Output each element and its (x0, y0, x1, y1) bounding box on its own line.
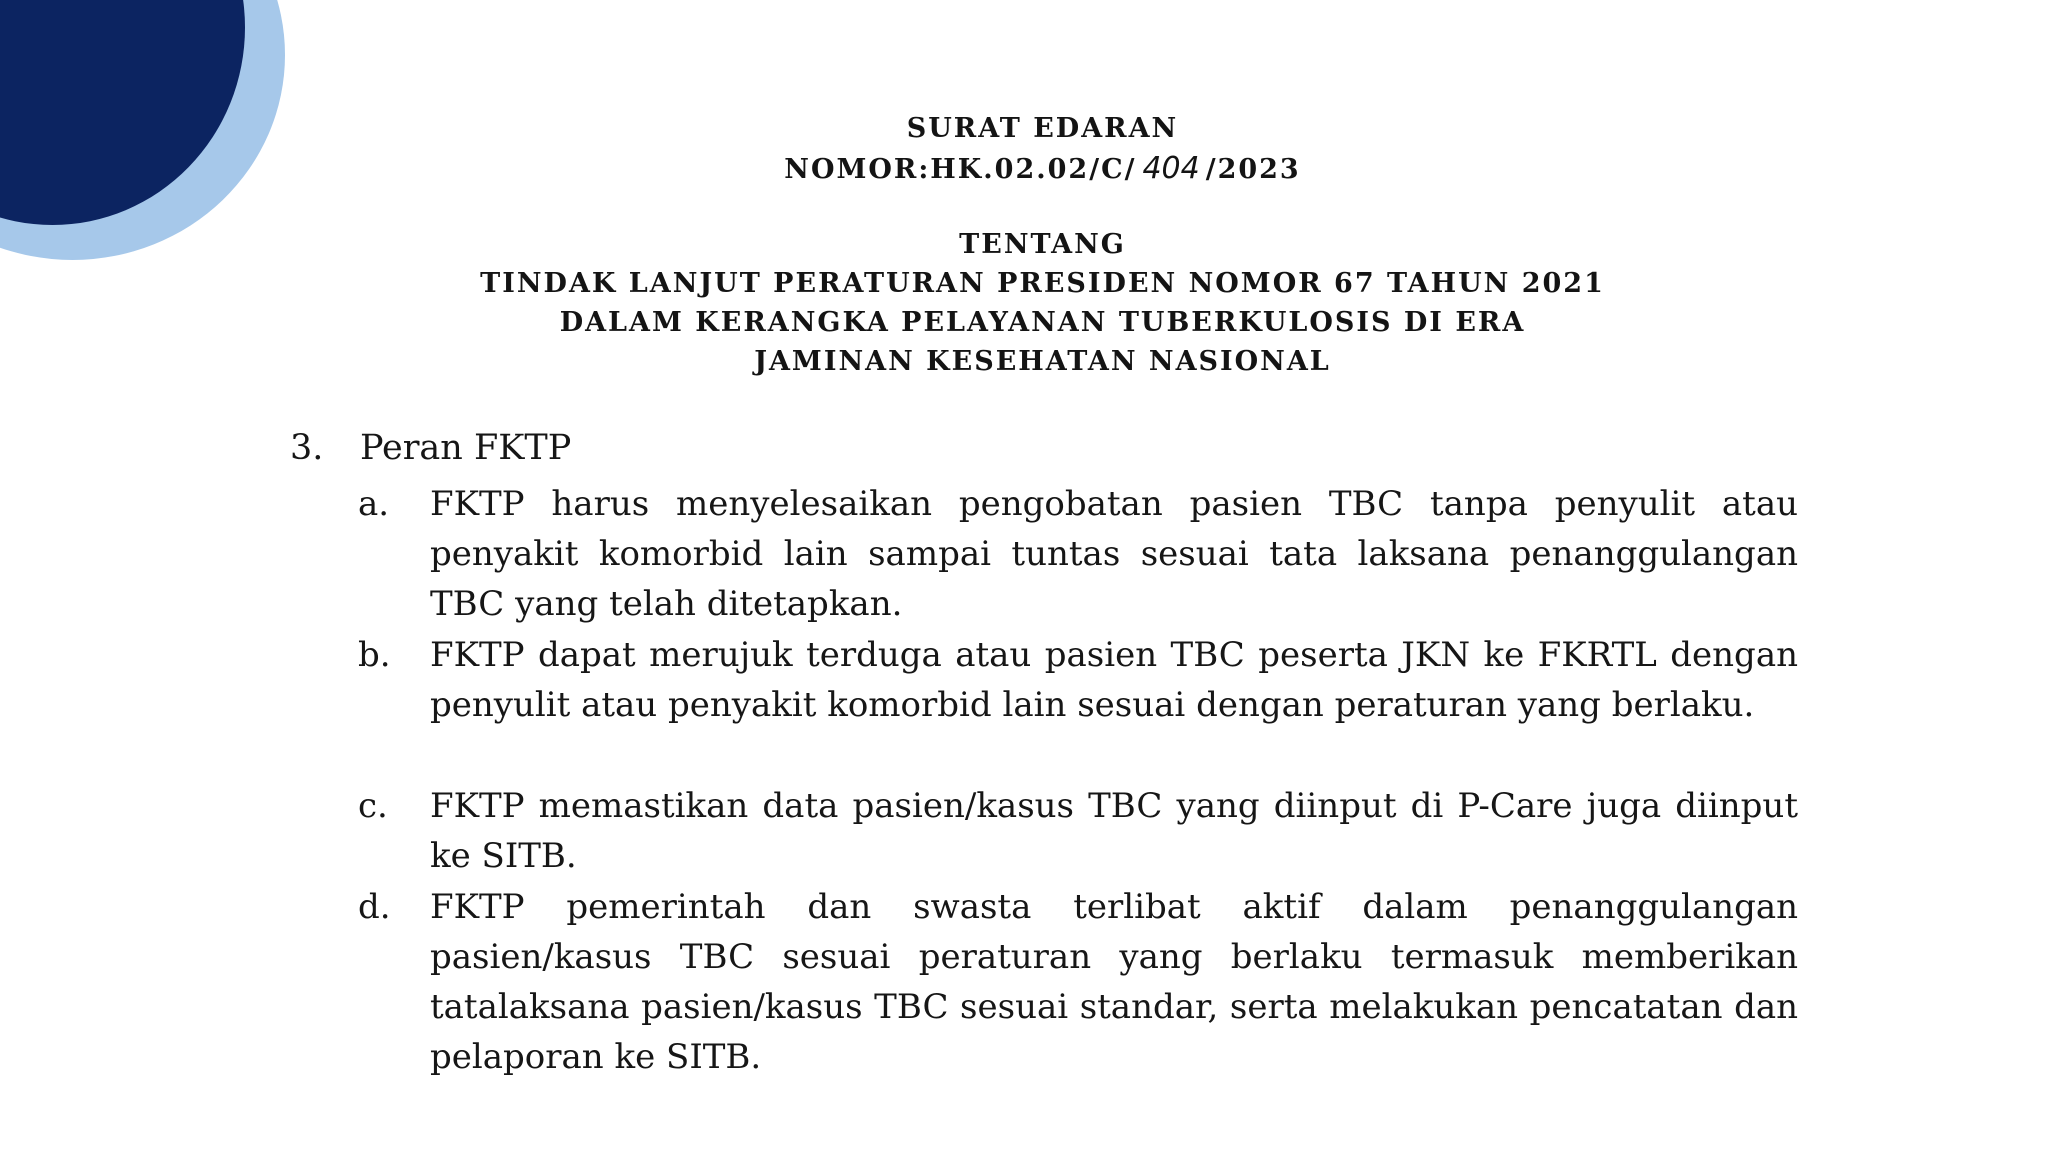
list-item-letter: b. (358, 635, 391, 675)
list-item-letter: d. (358, 887, 391, 927)
section-number: 3. (290, 428, 324, 468)
list-item-letter: c. (358, 786, 388, 826)
subject-title-line-3: JAMINAN KESEHATAN NASIONAL (754, 346, 1331, 377)
section-title: Peran FKTP (360, 428, 572, 468)
list-item-text: FKTP pemerintah dan swasta terlibat aktif dalam penanggulangan pasien/kasus TBC sesuai peraturan yang berlaku termasuk memberikan tatalaksana pasien/kasus TBC sesuai standar, serta melakukan pencatatan dan pelaporan ke SITB. (430, 887, 1798, 1077)
document-number-handwritten: 404 (1142, 151, 1200, 186)
subject-title-line-2: DALAM KERANGKA PELAYANAN TUBERKULOSIS DI ERA (559, 307, 1526, 338)
list-item-text: FKTP harus menyelesaikan pengobatan pasien TBC tanpa penyulit atau penyakit komorbid lain sampai tuntas sesuai tata laksana penanggulangan TBC yang telah ditetapkan. (430, 484, 1798, 624)
document-number-suffix: /2023 (1205, 154, 1301, 185)
list-item-text: FKTP dapat merujuk terduga atau pasien TBC peserta JKN ke FKRTL dengan penyulit atau penyakit komorbid lain sesuai dengan peraturan yang berlaku. (430, 635, 1798, 725)
subject-label: TENTANG (959, 229, 1126, 260)
list-item-letter: a. (358, 484, 390, 524)
list-item (358, 882, 1798, 1082)
list-item (358, 630, 1798, 730)
list-item (358, 781, 1798, 881)
list-item (358, 479, 1798, 629)
document-type: SURAT EDARAN (906, 113, 1179, 144)
list-item-text: FKTP memastikan data pasien/kasus TBC yang diinput di P-Care juga diinput ke SITB. (430, 786, 1798, 876)
subject-title-line-1: TINDAK LANJUT PERATURAN PRESIDEN NOMOR 67 TAHUN 2021 (480, 268, 1605, 299)
document-number-prefix: NOMOR:HK.02.02/C/ (784, 154, 1137, 185)
section-heading (290, 428, 571, 468)
document-number (0, 151, 2048, 186)
